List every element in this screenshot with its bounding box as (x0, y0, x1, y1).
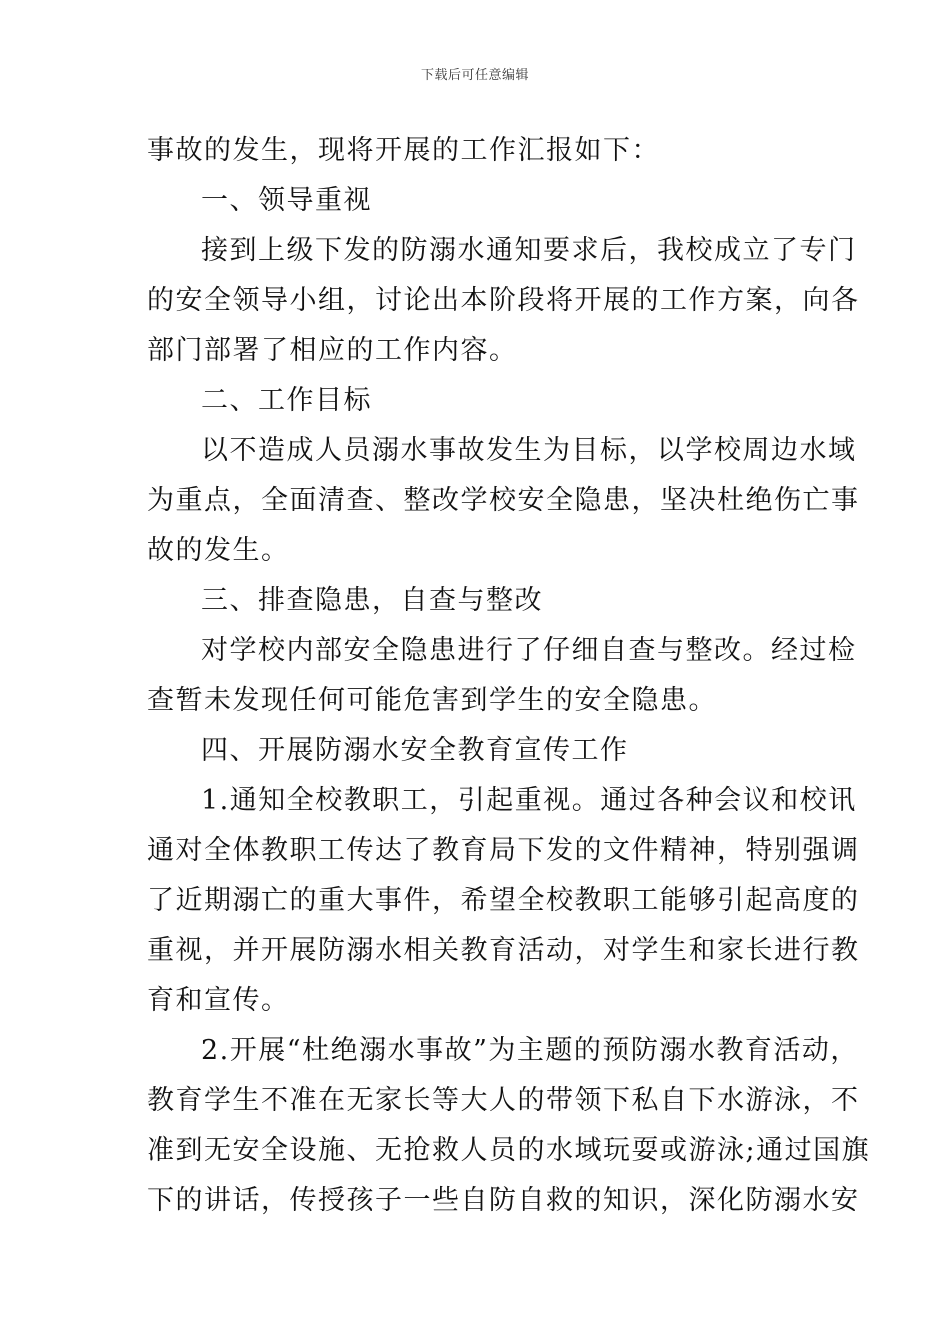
text-line: 四、开展防溺水安全教育宣传工作 (201, 735, 629, 766)
text-line: 二、工作目标 (201, 385, 372, 416)
text-line: 以不造成人员溺水事故发生为目标，以学校周边水域 (201, 435, 857, 466)
text-line: 通对全体教职工传达了教育局下发的文件精神，特别强调 (147, 835, 860, 866)
text-line: 的安全领导小组，讨论出本阶段将开展的工作方案，向各 (147, 285, 860, 316)
text-line: 2.开展“杜绝溺水事故”为主题的预防溺水教育活动， (201, 1035, 859, 1066)
text-line: 育和宣传。 (147, 985, 290, 1016)
page-header: 下载后可任意编辑 (420, 68, 529, 83)
text-line: 事故的发生，现将开展的工作汇报如下： (147, 135, 660, 166)
text-line: 三、排查隐患，自查与整改 (201, 585, 543, 616)
text-line: 一、领导重视 (201, 185, 372, 216)
text-line: 1.通知全校教职工，引起重视。通过各种会议和校讯 (201, 785, 857, 816)
document-body (147, 126, 871, 1226)
text-line: 部门部署了相应的工作内容。 (147, 335, 518, 366)
text-line: 了近期溺亡的重大事件，希望全校教职工能够引起高度的 (147, 885, 860, 916)
text-line: 教育学生不准在无家长等大人的带领下私自下水游泳，不 (147, 1085, 860, 1116)
text-line: 为重点，全面清查、整改学校安全隐患，坚决杜绝伤亡事 (147, 485, 860, 516)
text-line: 对学校内部安全隐患进行了仔细自查与整改。经过检 (201, 635, 857, 666)
text-line: 下的讲话，传授孩子一些自防自救的知识，深化防溺水安 (147, 1185, 860, 1216)
text-line: 故的发生。 (147, 535, 290, 566)
text-line: 重视，并开展防溺水相关教育活动，对学生和家长进行教 (147, 935, 860, 966)
text-line: 接到上级下发的防溺水通知要求后，我校成立了专门 (201, 235, 857, 266)
text-line: 准到无安全设施、无抢救人员的水域玩耍或游泳;通过国旗 (147, 1135, 871, 1166)
text-line: 查暂未发现任何可能危害到学生的安全隐患。 (147, 685, 717, 716)
